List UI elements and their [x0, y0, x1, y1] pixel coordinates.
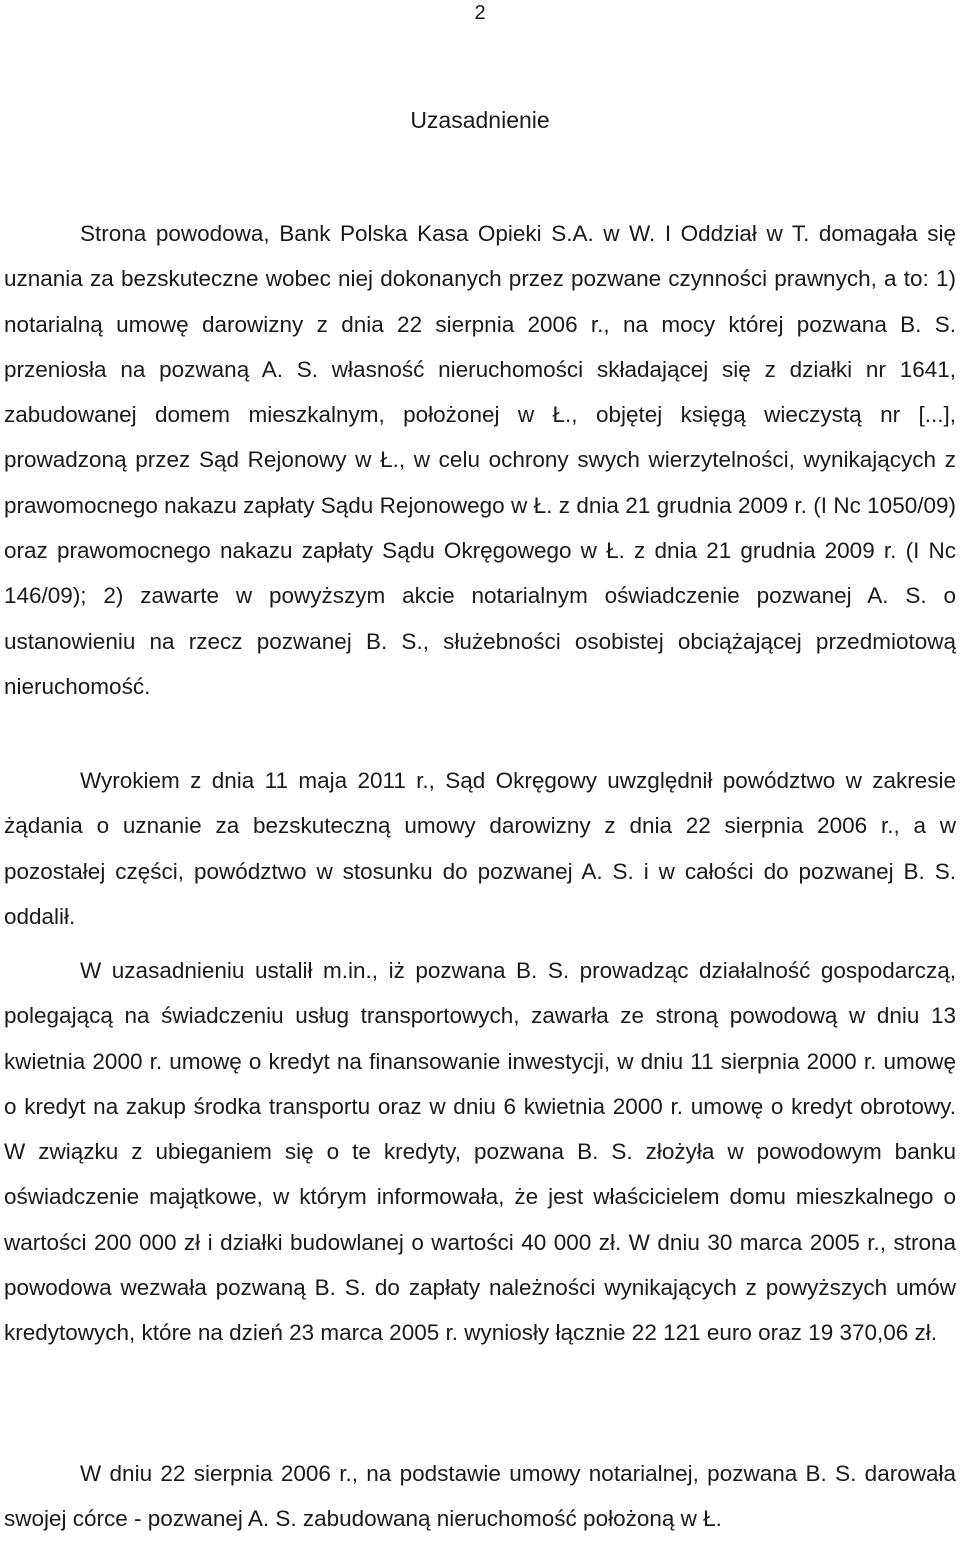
paragraph-donation: [4, 1451, 956, 1542]
paragraph-claim: [4, 211, 956, 709]
paragraph-judgment: [4, 758, 956, 939]
paragraph-text: Wyrokiem z dnia 11 maja 2011 r., Sąd Okręgowy uwzględnił powództwo w zakresie żądania o uznanie za bezskuteczną umowy darowizny z dnia 22 sierpnia 2006 r., a w pozostałej części, powództwo w stosunku do pozwanej A. S. i w całości do pozwanej B. S. oddalił.: [4, 768, 956, 929]
page-number: 2: [474, 2, 486, 24]
paragraph-text: Strona powodowa, Bank Polska Kasa Opieki S.A. w W. I Oddział w T. domagała się uznania za bezskuteczne wobec niej dokonanych przez pozwane czynności prawnych, a to: 1) notarialną umowę darowizny z dnia 22 sierpnia 2006 r., na mocy której pozwana B. S. przeniosła na pozwaną A. S. własność nieruchomości składającej się z działki nr 1641, zabudowanej domem mieszkalnym, położonej w Ł., objętej księgą wieczystą nr [...], prowadzoną przez Sąd Rejonowy w Ł., w celu ochrony swych wierzytelności, wynikających z prawomocnego nakazu zapłaty Sądu Rejonowego w Ł. z dnia 21 grudnia 2009 r. (I Nc 1050/09) oraz prawomocnego nakazu zapłaty Sądu Okręgowego w Ł. z dnia 21 grudnia 2009 r. (I Nc 146/09); 2) zawarte w powyższym akcie notarialnym oświadczenie pozwanej A. S. o ustanowieniu na rzecz pozwanej B. S., służebności osobistej obciążającej przedmiotową nieruchomość.: [4, 221, 956, 699]
paragraph-findings: [4, 948, 956, 1356]
paragraph-text: W dniu 22 sierpnia 2006 r., na podstawie umowy notarialnej, pozwana B. S. darowała swojej córce - pozwanej A. S. zabudowaną nieruchomość położoną w Ł.: [4, 1461, 956, 1532]
section-heading: Uzasadnienie: [410, 107, 550, 133]
paragraph-text: W uzasadnieniu ustalił m.in., iż pozwana B. S. prowadząc działalność gospodarczą, polegającą na świadczeniu usług transportowych, zawarła ze stroną powodową w dniu 13 kwietnia 2000 r. umowę o kredyt na finansowanie inwestycji, w dniu 11 sierpnia 2000 r. umowę o kredyt na zakup środka transportu oraz w dniu 6 kwietnia 2000 r. umowę o kredyt obrotowy. W związku z ubieganiem się o te kredyty, pozwana B. S. złożyła w powodowym banku oświadczenie majątkowe, w którym informowała, że jest właścicielem domu mieszkalnego o wartości 200 000 zł i działki budowlanej o wartości 40 000 zł. W dniu 30 marca 2005 r., strona powodowa wezwała pozwaną B. S. do zapłaty należności wynikających z powyższych umów kredytowych, które na dzień 23 marca 2005 r. wyniosły łącznie 22 121 euro oraz 19 370,06 zł.: [4, 958, 956, 1346]
